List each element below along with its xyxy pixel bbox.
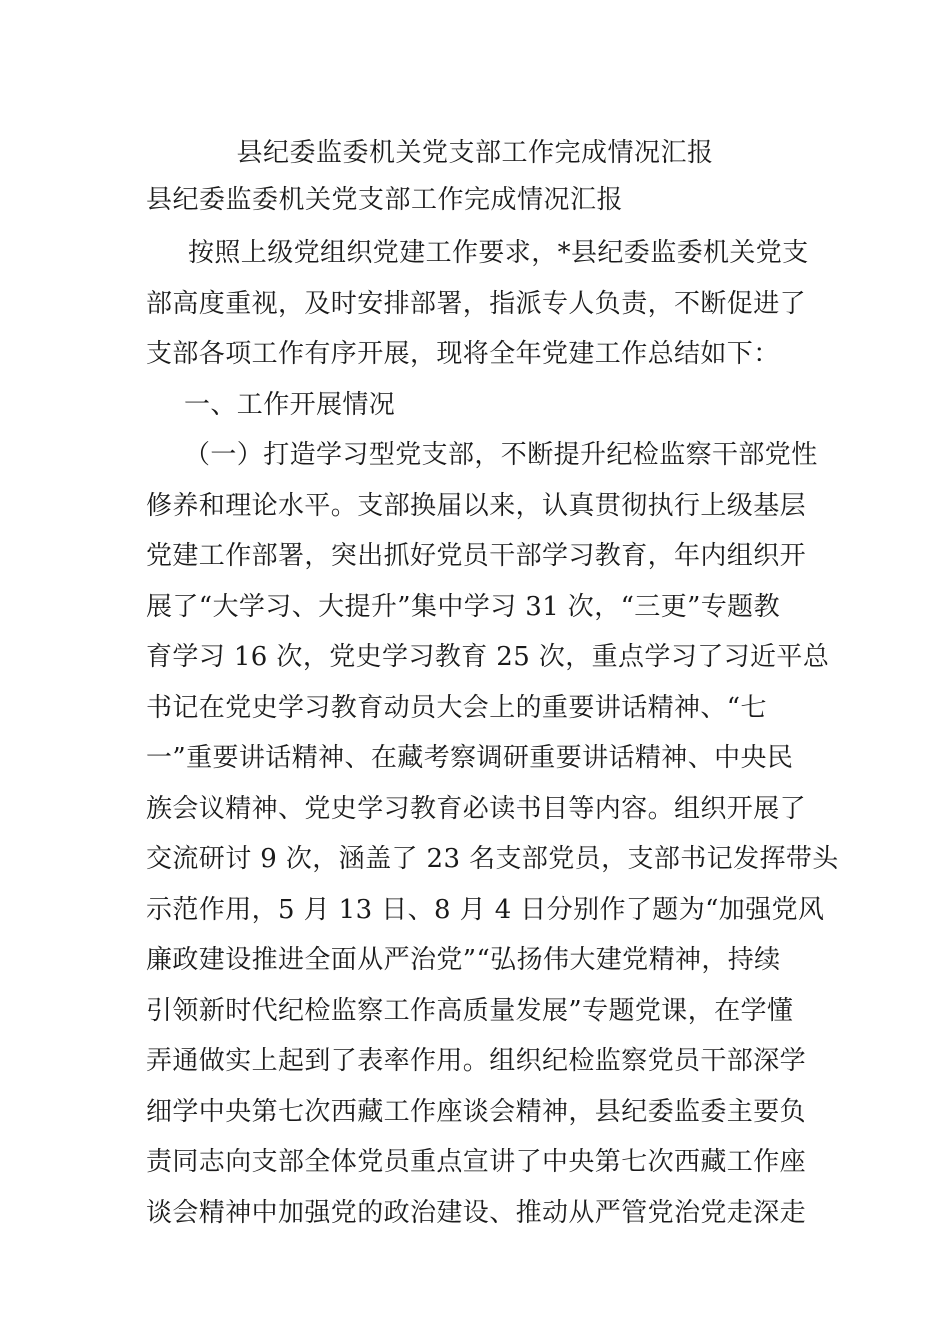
paragraph-line: 一”重要讲话精神、在藏考察调研重要讲话精神、中央民: [146, 743, 794, 773]
paragraph-line: 示范作用，5 月 13 日、8 月 4 日分别作了题为“加强党风: [146, 894, 825, 925]
paragraph-line: 育学习 16 次，党史学习教育 25 次，重点学习了习近平总: [146, 642, 830, 672]
paragraph-line: 谈会精神中加强党的政治建设、推动从严管党治党走深走: [146, 1197, 807, 1228]
paragraph-line: 交流研讨 9 次，涵盖了 23 名支部党员，支部书记发挥带头: [146, 844, 839, 874]
paragraph-line: 展了“大学习、大提升”集中学习 31 次，“三更”专题教: [146, 591, 780, 622]
paragraph-line: 党建工作部署，突出抓好党员干部学习教育，年内组织开: [146, 541, 807, 571]
paragraph-line: 按照上级党组织党建工作要求，*县纪委监委机关党支: [188, 238, 809, 268]
paragraph-line: 引领新时代纪检监察工作高质量发展”专题党课，在学懂: [146, 995, 794, 1026]
document-title: 县纪委监委机关党支部工作完成情况汇报: [236, 138, 714, 168]
paragraph-line: 修养和理论水平。支部换届以来，认真贯彻执行上级基层: [146, 490, 807, 521]
paragraph-line: 书记在党史学习教育动员大会上的重要讲话精神、“七: [146, 692, 767, 723]
paragraph-line: 支部各项工作有序开展，现将全年党建工作总结如下：: [146, 339, 780, 369]
document-subtitle: 县纪委监委机关党支部工作完成情况汇报: [146, 185, 624, 215]
document-body: [146, 228, 839, 1238]
section-heading: 一、工作开展情况: [184, 389, 396, 420]
paragraph-line: 细学中央第七次西藏工作座谈会精神，县纪委监委主要负: [146, 1096, 807, 1127]
paragraph-line: 弄通做实上起到了表率作用。组织纪检监察党员干部深学: [146, 1046, 807, 1076]
paragraph-line: 廉政建设推进全面从严治党”“弘扬伟大建党精神，持续: [146, 945, 781, 975]
paragraph-line: 族会议精神、党史学习教育必读书目等内容。组织开展了: [146, 793, 807, 824]
paragraph-line: 部高度重视，及时安排部署，指派专人负责，不断促进了: [146, 288, 807, 319]
paragraph-line: 责同志向支部全体党员重点宣讲了中央第七次西藏工作座: [146, 1147, 807, 1177]
paragraph-line: （一）打造学习型党支部，不断提升纪检监察干部党性: [184, 440, 818, 470]
